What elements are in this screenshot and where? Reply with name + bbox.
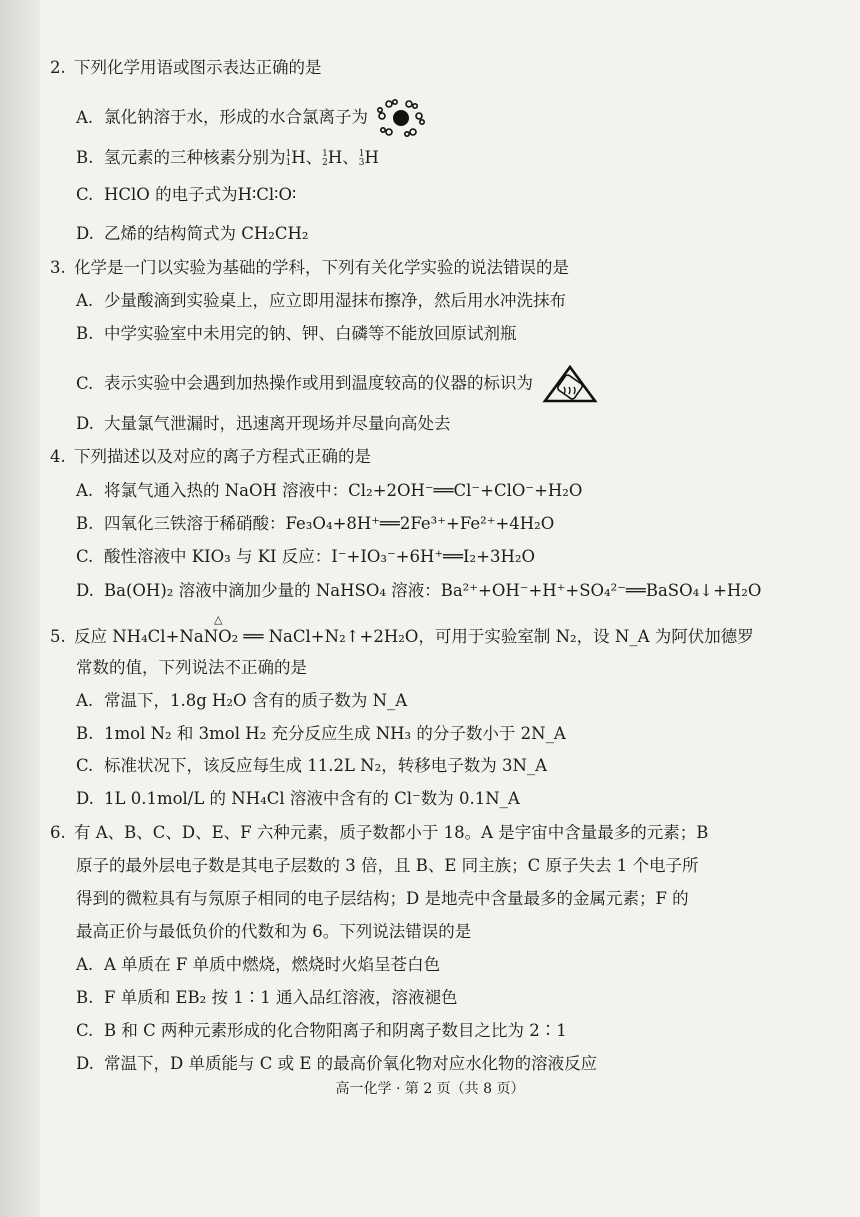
option-6c (76, 1017, 567, 1045)
question-number: 6. (50, 823, 66, 842)
option-text: Ba(OH)₂ 溶液中滴加少量的 NaHSO₄ 溶液：Ba²⁺+OH⁻+H⁺+SO₄²⁻══BaSO₄↓+H₂O (104, 581, 762, 600)
question-6-line-3: 得到的微粒具有与氖原子相同的电子层结构；D 是地壳中含量最多的金属元素；F 的 (76, 889, 689, 908)
option-label: C. (76, 1021, 94, 1040)
question-number: 3. (50, 258, 66, 277)
option-label: D. (76, 789, 94, 808)
option-text: 标准状况下，该反应每生成 11.2L N₂，转移电子数为 3N_A (104, 756, 548, 775)
option-label: A. (76, 107, 94, 127)
question-5 (50, 623, 754, 651)
isotope-3: 1 3 (358, 148, 365, 168)
option-5b (76, 720, 566, 748)
question-6-line-2: 原子的最外层电子数是其电子层数的 3 倍，且 B、E 同主族；C 原子失去 1 个电子所 (76, 856, 699, 875)
option-5d (76, 785, 520, 813)
option-text: 氢元素的三种核素分别为 (104, 148, 286, 167)
option-text: 酸性溶液中 KIO₃ 与 KI 反应：I⁻+IO₃⁻+6H⁺══I₂+3H₂O (104, 547, 536, 566)
option-text: 常温下，D 单质能与 C 或 E 的最高价氧化物对应水化物的溶液反应 (104, 1054, 598, 1073)
option-4b (76, 510, 554, 538)
option-3b (76, 320, 517, 348)
page-footer: 高一化学 · 第 2 页（共 8 页） (335, 1081, 525, 1097)
option-text: 氯化钠溶于水，形成的水合氯离子为 (104, 107, 368, 127)
option-text: B 和 C 两种元素形成的化合物阳离子和阴离子数目之比为 2∶1 (104, 1021, 567, 1040)
option-label: A. (76, 291, 94, 310)
option-label: C. (76, 185, 94, 204)
option-3d (76, 410, 451, 438)
question-number: 4. (50, 447, 66, 466)
option-6a (76, 951, 440, 979)
question-6 (50, 819, 708, 847)
option-text: A 单质在 F 单质中燃烧，燃烧时火焰呈苍白色 (104, 955, 441, 974)
option-label: B. (76, 148, 94, 167)
option-text: F 单质和 EB₂ 按 1∶1 通入品红溶液，溶液褪色 (104, 988, 458, 1007)
hot-surface-warning-icon (542, 364, 598, 404)
option-4d (76, 577, 761, 605)
option-label: D. (76, 414, 94, 433)
option-2a (76, 98, 427, 138)
option-text: 常温下，1.8g H₂O 含有的质子数为 N_A (104, 691, 408, 710)
question-2 (50, 54, 322, 82)
hydrated-chloride-ion-diagram (375, 98, 427, 138)
option-label: A. (76, 955, 94, 974)
question-5-line-2: 常数的值，下列说法不正确的是 (76, 658, 307, 677)
option-2b: B. 氢元素的三种核素分别为 1 1 H、 1 2 H、 1 3 H (76, 144, 379, 172)
isotope-2: 1 2 (322, 148, 328, 168)
option-label: B. (76, 988, 94, 1007)
question-stem: 下列化学用语或图示表达正确的是 (74, 58, 322, 77)
option-text: 1mol N₂ 和 3mol H₂ 充分反应生成 NH₃ 的分子数小于 2N_A (104, 724, 566, 743)
heating-delta-sign: △ (214, 613, 223, 626)
question-stem: 下列描述以及对应的离子方程式正确的是 (74, 447, 371, 466)
option-text: 少量酸滴到实验桌上，应立即用湿抹布擦净，然后用水冲洗抹布 (104, 291, 566, 310)
question-4 (50, 443, 371, 471)
option-3a (76, 287, 566, 315)
question-stem: 化学是一门以实验为基础的学科，下列有关化学实验的说法错误的是 (74, 258, 569, 277)
option-label: B. (76, 514, 94, 533)
option-label: B. (76, 724, 94, 743)
option-label: D. (76, 1054, 94, 1073)
option-5a (76, 687, 407, 715)
option-label: D. (76, 581, 94, 600)
option-label: D. (76, 224, 94, 243)
option-4c (76, 543, 535, 571)
option-text: 乙烯的结构简式为 CH₂CH₂ (104, 224, 309, 243)
question-3 (50, 254, 569, 282)
option-label: C. (76, 547, 94, 566)
option-label: C. (76, 756, 94, 775)
option-label: C. (76, 373, 94, 393)
option-6d (76, 1050, 597, 1078)
option-text: 将氯气通入热的 NaOH 溶液中：Cl₂+2OH⁻══Cl⁻+ClO⁻+H₂O (104, 481, 583, 500)
option-text: 大量氯气泄漏时，迅速离开现场并尽量向高处去 (104, 414, 451, 433)
option-2c (76, 181, 296, 209)
isotope-1: 1 1 (285, 148, 292, 168)
option-text: HClO 的电子式为H∶Cl∶O∶ (104, 185, 297, 204)
question-stem-line-1: 反应 NH₄Cl+NaNO₂ ══ NaCl+N₂↑+2H₂O，可用于实验室制 N₂，设 N_A 为阿伏加德罗 (74, 627, 754, 646)
option-label: A. (76, 691, 94, 710)
question-stem-line-1: 有 A、B、C、D、E、F 六种元素，质子数都小于 18。A 是宇宙中含量最多的元素；B (74, 823, 709, 842)
option-6b (76, 984, 457, 1012)
option-text: 中学实验室中未用完的钠、钾、白磷等不能放回原试剂瓶 (104, 324, 517, 343)
option-text: 表示实验中会遇到加热操作或用到温度较高的仪器的标识为 (104, 373, 533, 393)
question-number: 5. (50, 627, 66, 646)
option-label: A. (76, 481, 94, 500)
question-6-line-4: 最高正价与最低负价的代数和为 6。下列说法错误的是 (76, 922, 472, 941)
option-4a (76, 477, 582, 505)
option-3c (76, 364, 598, 404)
question-number: 2. (50, 58, 66, 77)
option-text: 四氧化三铁溶于稀硝酸：Fe₃O₄+8H⁺══2Fe³⁺+Fe²⁺+4H₂O (104, 514, 555, 533)
option-5c (76, 752, 547, 780)
option-text: 1L 0.1mol/L 的 NH₄Cl 溶液中含有的 Cl⁻数为 0.1N_A (104, 789, 520, 808)
page-binding-edge (0, 0, 40, 1217)
option-2d (76, 220, 309, 248)
option-label: B. (76, 324, 94, 343)
